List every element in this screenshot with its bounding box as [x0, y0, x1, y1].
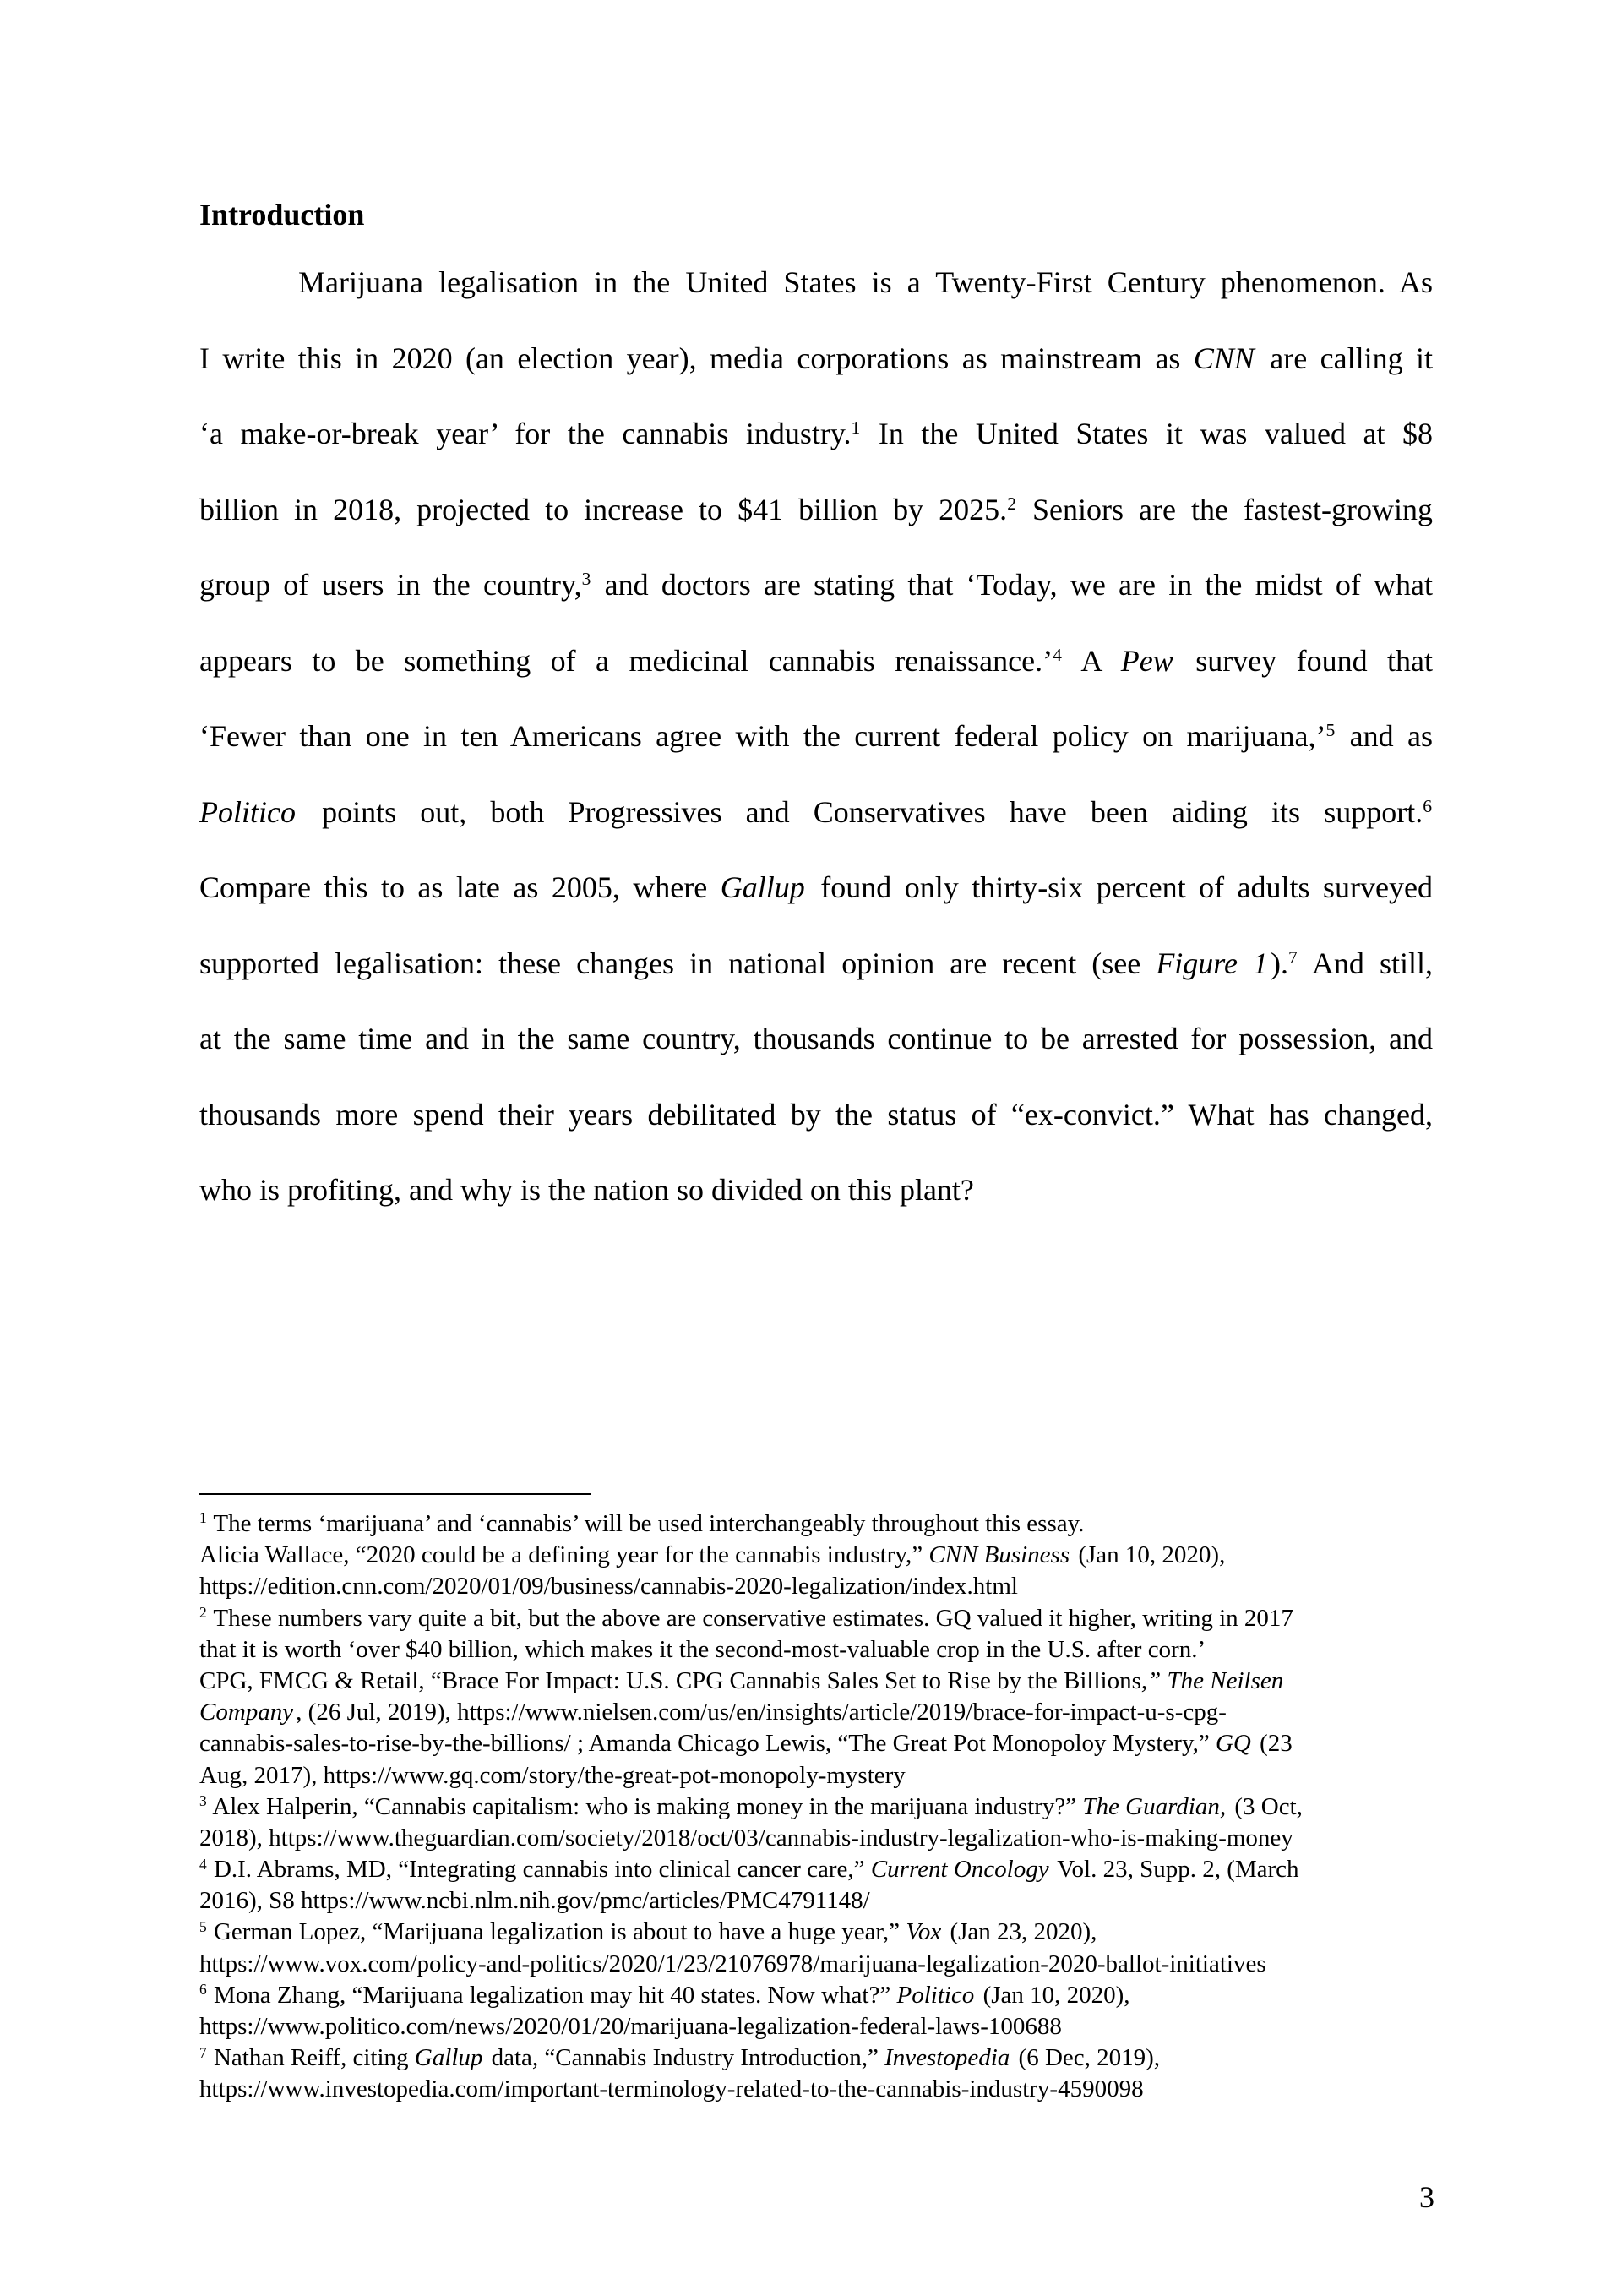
body-line	[199, 1018, 1433, 1094]
text-run: ‘Fewer than one in ten Americans agree with the current federal policy on marijuana,’	[199, 719, 1326, 753]
text-run: Vol. 23, Supp. 2, (March	[1051, 1856, 1299, 1884]
text-run: 2018), https://www.theguardian.com/society/2018/oct/03/cannabis-industry-legalization-who-is-making-money	[199, 1824, 1293, 1852]
footnote-line	[199, 1917, 1450, 1949]
body-line	[199, 1094, 1433, 1170]
footnote-line	[199, 1541, 1450, 1572]
italic-text: CNN	[1193, 341, 1255, 375]
text-run: Alicia Wallace, “2020 could be a defining year for the cannabis industry,”	[199, 1541, 929, 1569]
text-run: German Lopez, “Marijuana legalization is about to have a huge year,”	[207, 1918, 906, 1946]
italic-text: Politico	[896, 1981, 975, 2009]
body-line	[199, 489, 1433, 565]
footnote-marker: 3	[199, 1792, 207, 1810]
text-run: found only thirty-six percent of adults surveyed	[807, 870, 1433, 904]
footnote-marker: 7	[199, 2043, 207, 2061]
footnote-line	[199, 1635, 1450, 1666]
italic-text: Vox	[906, 1918, 942, 1946]
body-line	[199, 716, 1433, 792]
body-paragraph	[199, 262, 1433, 1246]
text-run: supported legalisation: these changes in national opinion are recent (see	[199, 946, 1157, 980]
footnote-marker: 5	[199, 1917, 207, 1935]
footnote-line	[199, 1729, 1450, 1760]
footnote-line	[199, 1824, 1450, 1855]
text-run: appears to be something of a medicinal cannabis renaissance.’	[199, 643, 1053, 678]
text-run: https://www.politico.com/news/2020/01/20/marijuana-legalization-federal-laws-100688	[199, 2013, 1062, 2040]
italic-text: GQ	[1215, 1730, 1251, 1758]
text-run: 2016), S8 https://www.ncbi.nlm.nih.gov/pmc/articles/PMC4791148/	[199, 1887, 870, 1915]
body-line	[199, 641, 1433, 717]
text-run: https://www.investopedia.com/important-terminology-related-to-the-cannabis-industry-4590098	[199, 2075, 1144, 2103]
text-run: https://edition.cnn.com/2020/01/09/business/cannabis-2020-legalization/index.html	[199, 1573, 1018, 1601]
italic-text: Current Oncology	[870, 1856, 1049, 1884]
text-run: billion in 2018, projected to increase to $41 billion by 2025.	[199, 492, 1008, 526]
body-line	[199, 262, 1433, 338]
footnote-line	[199, 1886, 1450, 1917]
footnote-marker: 1	[199, 1509, 207, 1527]
body-line	[199, 564, 1433, 641]
footnote-line	[199, 2075, 1450, 2106]
footnote-marker: 5	[1325, 720, 1336, 741]
footnote-line	[199, 1981, 1450, 2012]
footnote-marker: 6	[199, 1981, 207, 1999]
text-run: ).	[1271, 946, 1289, 980]
italic-text: Company	[199, 1699, 294, 1726]
italic-text: Pew	[1120, 643, 1173, 678]
footnote-line	[199, 1572, 1450, 1603]
footnote-marker: 1	[851, 417, 861, 439]
text-run: Alex Halperin, “Cannabis capitalism: who is making money in the marijuana industry?”	[207, 1792, 1083, 1820]
text-run: data, “Cannabis Industry Introduction,”	[485, 2044, 885, 2072]
text-run: and doctors are stating that ‘Today, we are in the midst of what	[591, 568, 1434, 602]
text-run: CPG, FMCG & Retail, “Brace For Impact: U.S. CPG Cannabis Sales Set to Rise by the Billions	[199, 1666, 1141, 1694]
text-run: that it is worth ‘over $40 billion, which makes it the second-most-valuable crop in the U.S. after corn.’	[199, 1635, 1206, 1663]
italic-text: CNN Business	[928, 1541, 1070, 1569]
footnote-line	[199, 1698, 1450, 1729]
section-heading: Introduction	[199, 198, 365, 232]
footnote-separator	[199, 1493, 591, 1495]
text-run: (Jan 23, 2020),	[944, 1918, 1097, 1946]
footnotes	[199, 1509, 1450, 2107]
page-number: 3	[1419, 2180, 1434, 2214]
text-run: Marijuana legalisation in the United States is a Twenty-First Century phenomenon. As	[298, 265, 1433, 299]
text-run: In the United States it was valued at $8	[861, 417, 1433, 450]
text-run: A	[1062, 643, 1121, 678]
footnote-marker: 6	[1423, 795, 1432, 816]
text-run: https://www.vox.com/policy-and-politics/2020/1/23/21076978/marijuana-legalization-2020-ballot-initiatives	[199, 1950, 1266, 1977]
text-run: These numbers vary quite a bit, but the above are conservative estimates. GQ valued it higher, writing in 2017	[207, 1604, 1293, 1632]
footnote-line	[199, 1604, 1450, 1635]
text-run: who is profiting, and why is the nation so divided on this plant?	[199, 1173, 974, 1207]
footnote-line	[199, 1509, 1450, 1541]
footnote-line	[199, 2012, 1450, 2043]
footnote-marker: 2	[199, 1604, 207, 1621]
text-run: And still,	[1298, 946, 1433, 980]
footnote-line	[199, 2043, 1450, 2075]
italic-text: Investopedia	[884, 2044, 1010, 2072]
text-run: survey found that	[1175, 643, 1434, 678]
footnote-marker: 4	[199, 1855, 207, 1873]
text-run: points out, both Progressives and Conservatives have been aiding its support.	[297, 794, 1423, 829]
footnote-marker: 7	[1288, 946, 1298, 968]
italic-text: The Guardian,	[1082, 1792, 1227, 1820]
text-run: thousands more spend their years debilitated by the status of “ex-convict.” What has changed,	[199, 1097, 1433, 1132]
text-run: (6 Dec, 2019),	[1012, 2044, 1161, 2072]
text-run: I write this in 2020 (an election year), media corporations as mainstream as	[199, 341, 1194, 375]
footnote-marker: 4	[1053, 644, 1062, 665]
footnote-line	[199, 1666, 1450, 1698]
text-run: and as	[1336, 719, 1434, 753]
text-run: Compare this to as late as 2005, where	[199, 870, 721, 904]
body-line	[199, 413, 1433, 489]
footnote-marker: 2	[1007, 493, 1016, 514]
footnote-line	[199, 1792, 1450, 1824]
text-run: (Jan 10, 2020),	[1072, 1541, 1226, 1569]
text-run: The terms ‘marijuana’ and ‘cannabis’ will be used interchangeably throughout this essay.	[207, 1510, 1085, 1537]
text-run: Seniors are the fastest-growing	[1016, 492, 1433, 526]
italic-text: ,” The Neilsen	[1140, 1666, 1284, 1694]
text-run: are calling it	[1256, 341, 1434, 375]
text-run: (23	[1253, 1730, 1293, 1758]
text-run: D.I. Abrams, MD, “Integrating cannabis into clinical cancer care,”	[207, 1856, 871, 1884]
text-run: Nathan Reiff, citing	[207, 2044, 415, 2072]
footnote-marker: 3	[581, 569, 591, 590]
italic-text: Figure 1	[1156, 946, 1269, 980]
footnote-line	[199, 1761, 1450, 1792]
text-run: group of users in the country,	[199, 568, 582, 602]
text-run: cannabis-sales-to-rise-by-the-billions/ ; Amanda Chicago Lewis, “The Great Pot Monopoloy Mystery,”	[199, 1730, 1216, 1758]
text-run: Mona Zhang, “Marijuana legalization may hit 40 states. Now what?”	[207, 1981, 897, 2009]
text-run: , (26 Jul, 2019), https://www.nielsen.com/us/en/insights/article/2019/brace-for-impact-u-s-cpg-	[296, 1699, 1227, 1726]
body-line	[199, 338, 1433, 414]
italic-text: Gallup	[414, 2044, 483, 2072]
body-line	[199, 867, 1433, 943]
text-run: at the same time and in the same country, thousands continue to be arrested for possession, and	[199, 1022, 1433, 1055]
text-run: ‘a make-or-break year’ for the cannabis industry.	[199, 417, 852, 450]
body-line	[199, 943, 1433, 1019]
italic-text: Politico	[199, 794, 296, 829]
text-run: (Jan 10, 2020),	[977, 1981, 1130, 2009]
body-line	[199, 1170, 1433, 1246]
footnote-line	[199, 1855, 1450, 1886]
footnote-line	[199, 1950, 1450, 1981]
text-run: (3 Oct,	[1228, 1792, 1303, 1820]
italic-text: Gallup	[720, 870, 805, 904]
body-line	[199, 792, 1433, 868]
text-run: Aug, 2017), https://www.gq.com/story/the-great-pot-monopoly-mystery	[199, 1761, 906, 1789]
